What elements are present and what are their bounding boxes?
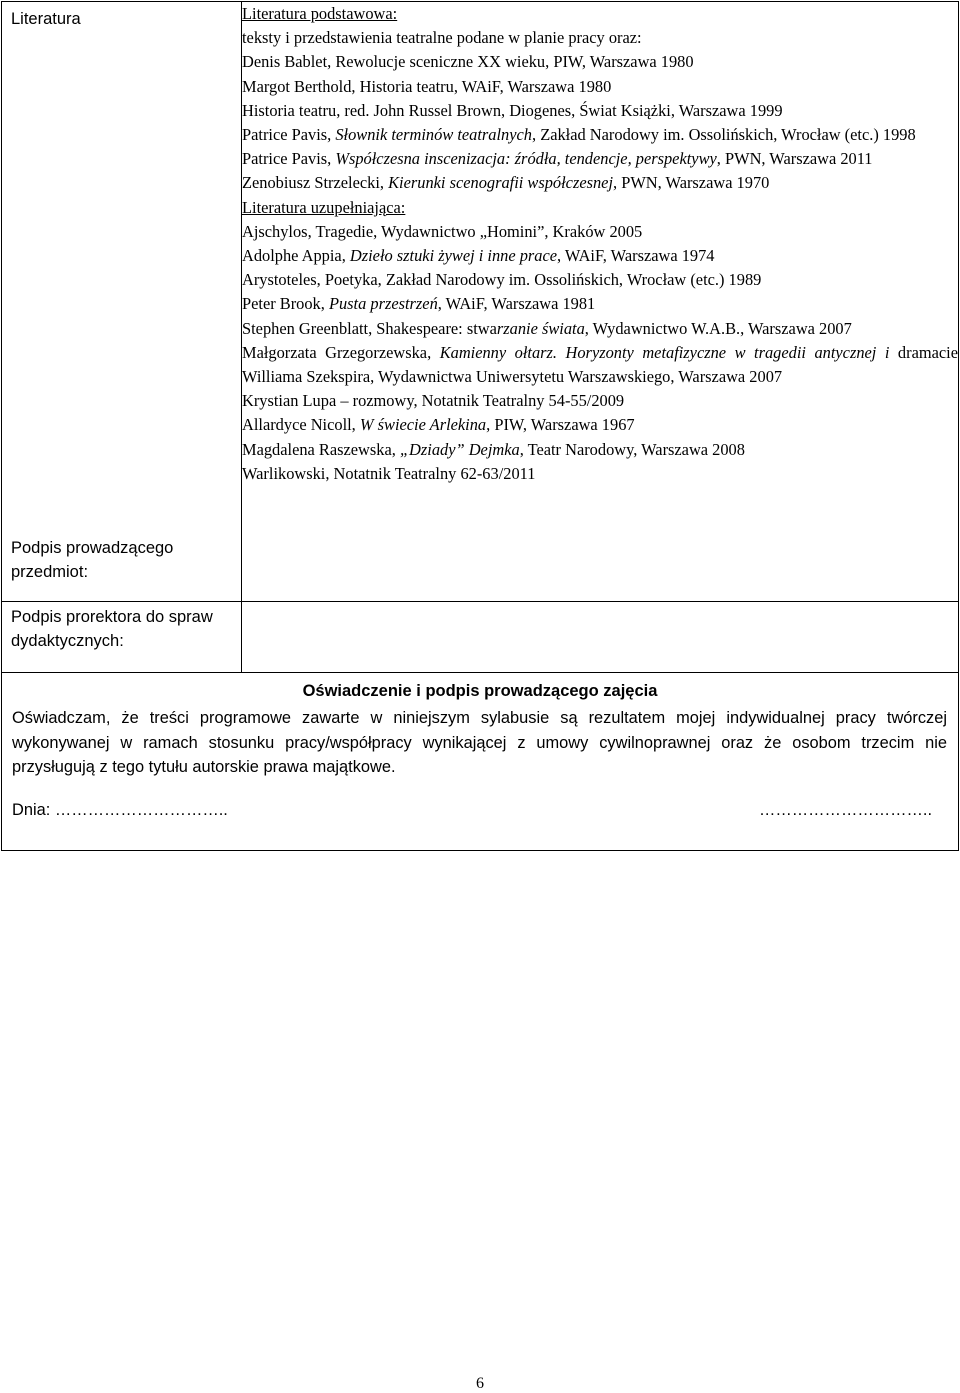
literature-label: Literatura	[11, 10, 81, 28]
bibliography-entry	[242, 26, 958, 50]
entry-text: teksty i przedstawienia teatralne podane w planie pracy oraz:	[242, 28, 642, 48]
page-number: 6	[476, 1375, 484, 1392]
entry-text: Adolphe Appia,	[242, 246, 350, 266]
date-field: Dnia: …………………………..	[12, 801, 228, 819]
prorector-label-cell	[2, 602, 242, 673]
entry-text: , WAiF, Warszawa 1981	[437, 294, 596, 314]
entry-text: Margot Berthold, Historia teatru, WAiF, Warszawa 1980	[242, 76, 612, 96]
entry-text: , PWN, Warszawa 2011	[716, 149, 873, 169]
entry-title: rzanie świata	[496, 318, 585, 338]
basic-literature-list	[242, 26, 958, 195]
entry-text: Krystian Lupa – rozmowy, Notatnik Teatralny 54-55/2009	[242, 391, 625, 411]
bibliography-entry	[242, 413, 958, 437]
bibliography-entry	[242, 438, 958, 462]
entry-title: Kierunki scenografii współczesnej	[388, 173, 614, 193]
entry-title: Dzieło sztuki żywej i inne prace	[349, 246, 558, 266]
literature-label-cell	[2, 2, 242, 602]
entry-text: dramacie Williama Szekspira, Wydawnictwa Uniwersytetu Warszawskiego, Warszawa 2007	[242, 342, 958, 387]
bibliography-entry	[242, 292, 958, 316]
prorector-row	[2, 602, 959, 673]
entry-title: W świecie Arlekina	[359, 415, 487, 435]
entry-title: Pusta przestrzeń	[328, 294, 438, 314]
entry-text: Stephen Greenblatt, Shakespeare: stwa	[242, 318, 497, 338]
basic-literature-header: Literatura podstawowa:	[242, 4, 398, 23]
entry-text: Arystoteles, Poetyka, Zakład Narodowy im. Ossolińskich, Wrocław (etc.) 1989	[242, 270, 762, 290]
entry-text: Małgorzata Grzegorzewska,	[242, 342, 440, 362]
entry-text: , Wydawnictwo W.A.B., Warszawa 2007	[584, 318, 852, 338]
entry-text: , PIW, Warszawa 1967	[486, 415, 635, 435]
entry-text: , Teatr Narodowy, Warszawa 2008	[519, 439, 745, 459]
entry-text: Magdalena Raszewska,	[242, 439, 400, 459]
bibliography-entry	[242, 317, 958, 341]
entry-text: Patrice Pavis,	[242, 125, 336, 145]
bibliography-entry	[242, 171, 958, 195]
bibliography-entry	[242, 389, 958, 413]
entry-text: Denis Bablet, Rewolucje sceniczne XX wieku, PIW, Warszawa 1980	[242, 52, 694, 72]
entry-title: Słownik terminów teatralnych	[335, 125, 532, 145]
literature-content-cell	[242, 2, 959, 602]
bibliography-entry	[242, 268, 958, 292]
signature-lecturer-label: Podpis prowadzącego przedmiot:	[11, 539, 174, 581]
bibliography-entry	[242, 123, 958, 147]
entry-title: „Dziady” Dejmka	[399, 439, 520, 459]
supplementary-literature-list	[242, 220, 958, 486]
signature-field: …………………………..	[758, 801, 932, 819]
bibliography-entry	[242, 341, 958, 389]
entry-text: Warlikowski, Notatnik Teatralny 62-63/2011	[242, 463, 536, 483]
bibliography-entry	[242, 50, 958, 74]
bibliography-entry	[242, 244, 958, 268]
statement-cell	[2, 673, 959, 851]
entry-text: Peter Brook,	[242, 294, 329, 314]
statement-title: Oświadczenie i podpis prowadzącego zajęcia	[302, 682, 658, 700]
entry-title: Współczesna inscenizacja: źródła, tendencje, perspektywy	[335, 149, 717, 169]
bibliography-entry	[242, 99, 958, 123]
entry-text: Zenobiusz Strzelecki,	[242, 173, 389, 193]
entry-text: , WAiF, Warszawa 1974	[557, 246, 715, 266]
bibliography-entry	[242, 462, 958, 486]
entry-title: Kamienny ołtarz. Horyzonty metafizyczne w tragedii antycznej i	[439, 342, 890, 362]
syllabus-table	[1, 1, 959, 851]
bibliography-entry	[242, 147, 958, 171]
entry-text: Allardyce Nicoll,	[242, 415, 360, 435]
literature-row	[2, 2, 959, 602]
entry-text: Patrice Pavis,	[242, 149, 336, 169]
signature-prorector-label: Podpis prorektora do spraw dydaktycznych:	[11, 608, 213, 650]
entry-text: Historia teatru, red. John Russel Brown, Diogenes, Świat Książki, Warszawa 1999	[242, 100, 783, 120]
statement-body: Oświadczam, że treści programowe zawarte w niniejszym sylabusie są rezultatem mojej indywidualnej pracy twórczej wykonywanej w ramach stosunku pracy/współpracy wynikającej z umowy cywilnoprawnej oraz że osobom trzecim nie przysługują z tego tytułu autorskie prawa majątkowe.	[12, 709, 947, 776]
entry-text: , PWN, Warszawa 1970	[613, 173, 770, 193]
bibliography-entry	[242, 75, 958, 99]
statement-row	[2, 673, 959, 851]
entry-text: Ajschylos, Tragedie, Wydawnictwo „Homini”, Kraków 2005	[242, 221, 643, 241]
entry-text: , Zakład Narodowy im. Ossolińskich, Wrocław (etc.) 1998	[532, 125, 916, 145]
bibliography-entry	[242, 220, 958, 244]
supplementary-literature-header: Literatura uzupełniająca:	[242, 197, 406, 217]
prorector-signature-cell	[242, 602, 959, 673]
bibliography	[242, 2, 958, 486]
